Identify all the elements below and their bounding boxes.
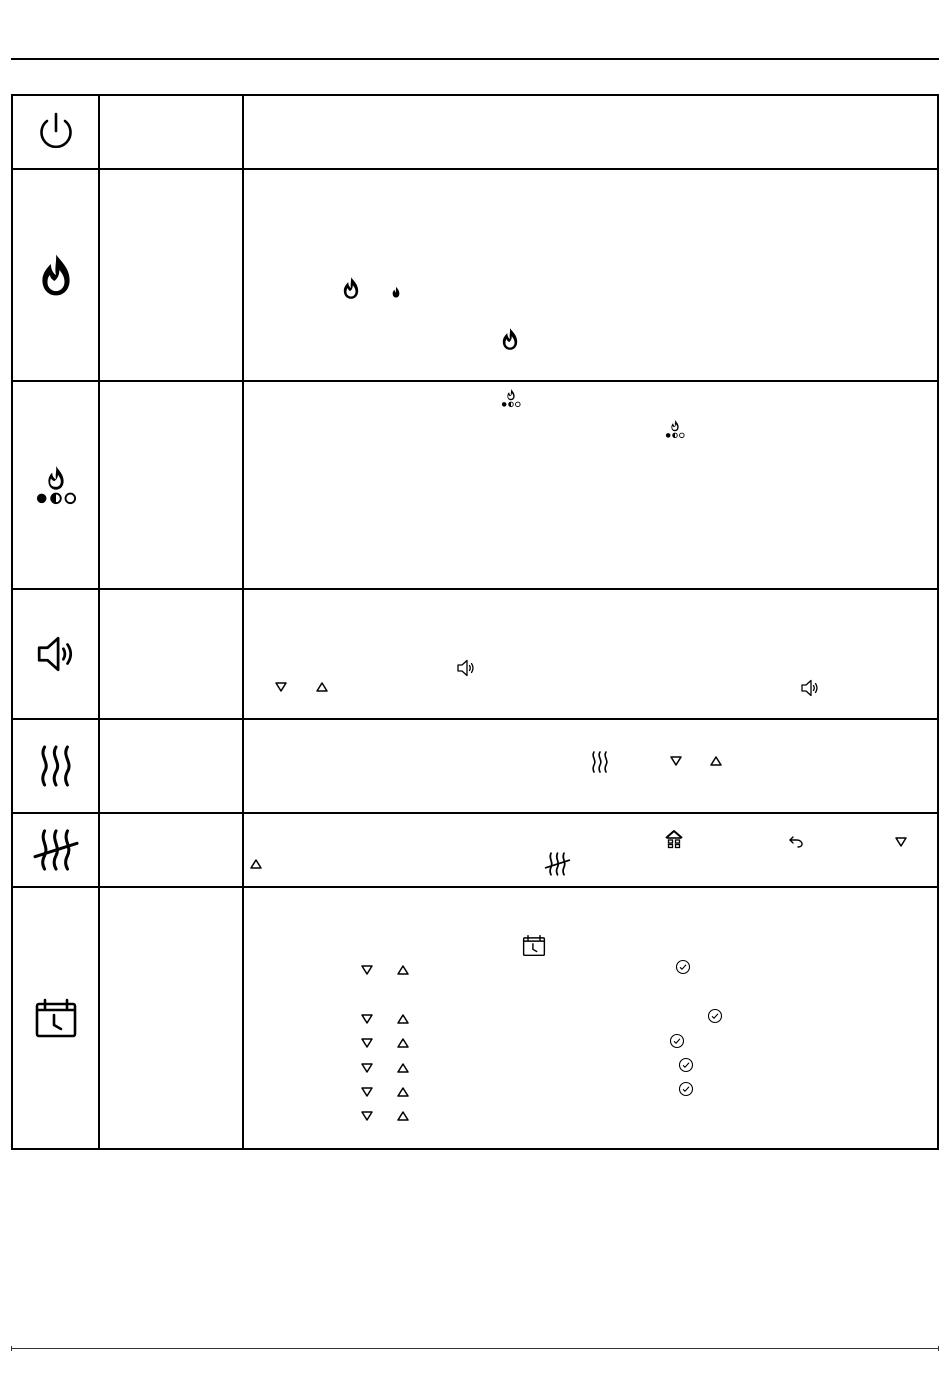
down-triangle-icon [360,1013,374,1025]
calendar-clock-icon [522,934,546,957]
row-name-cell [99,95,243,169]
flame-dots-icon [35,464,77,506]
row-icon-cell [12,719,99,813]
heat-waves-icon [37,744,75,788]
up-triangle-icon [396,1086,410,1098]
down-triangle-icon [894,836,908,848]
power-icon [35,111,77,153]
row-description-cell [243,589,938,719]
row-icon-cell [12,589,99,719]
up-triangle-icon [396,1013,410,1025]
row-icon-cell [12,169,99,381]
header-rule [11,58,939,60]
table-row-heat-off [12,813,938,887]
row-description-cell [243,719,938,813]
check-circle-icon [678,1081,694,1097]
flame-icon [501,327,519,351]
speaker-icon [799,678,821,698]
down-triangle-icon [360,1110,374,1122]
down-triangle-icon [360,964,374,976]
speaker-icon [455,658,477,678]
back-arrow-icon [788,835,804,849]
heat-off-icon [544,852,571,876]
heat-off-icon [31,829,81,871]
row-name-cell [99,381,243,589]
check-circle-icon [678,1057,694,1073]
up-triangle-icon [396,1037,410,1049]
table-row-power [12,95,938,169]
row-icon-cell [12,813,99,887]
footer-rule [11,1348,939,1349]
flame-icon [342,276,360,300]
down-triangle-icon [360,1086,374,1098]
row-description-cell [243,169,938,381]
table-row-heat [12,719,938,813]
down-triangle-icon [360,1062,374,1074]
row-description-cell [243,887,938,1149]
function-table [11,94,939,1150]
check-circle-icon [669,1033,685,1049]
down-triangle-icon [274,681,288,693]
home-menu-icon [664,829,684,849]
up-triangle-icon [249,858,263,870]
row-name-cell [99,589,243,719]
calendar-clock-icon [34,998,78,1038]
flame-dots-icon [501,388,521,408]
flame-icon [39,251,73,299]
row-description-cell [243,95,938,169]
row-description-cell [243,813,938,887]
up-triangle-icon [709,755,723,767]
up-triangle-icon [396,1110,410,1122]
row-name-cell [99,169,243,381]
table-row-flame [12,169,938,381]
table-row-timer [12,887,938,1149]
heat-waves-icon [589,751,611,773]
check-circle-icon [707,1008,723,1024]
up-triangle-icon [315,681,329,693]
up-triangle-icon [396,964,410,976]
down-triangle-icon [360,1037,374,1049]
table-row-sound [12,589,938,719]
row-icon-cell [12,887,99,1149]
check-circle-icon [675,959,691,975]
up-triangle-icon [396,1062,410,1074]
row-description-cell [243,381,938,589]
row-icon-cell [12,381,99,589]
table-row-flame-level [12,381,938,589]
speaker-icon [35,633,77,675]
row-name-cell [99,887,243,1149]
small-flame-icon [391,286,401,298]
flame-dots-icon [665,419,685,439]
down-triangle-icon [669,755,683,767]
row-name-cell [99,719,243,813]
row-name-cell [99,813,243,887]
row-icon-cell [12,95,99,169]
